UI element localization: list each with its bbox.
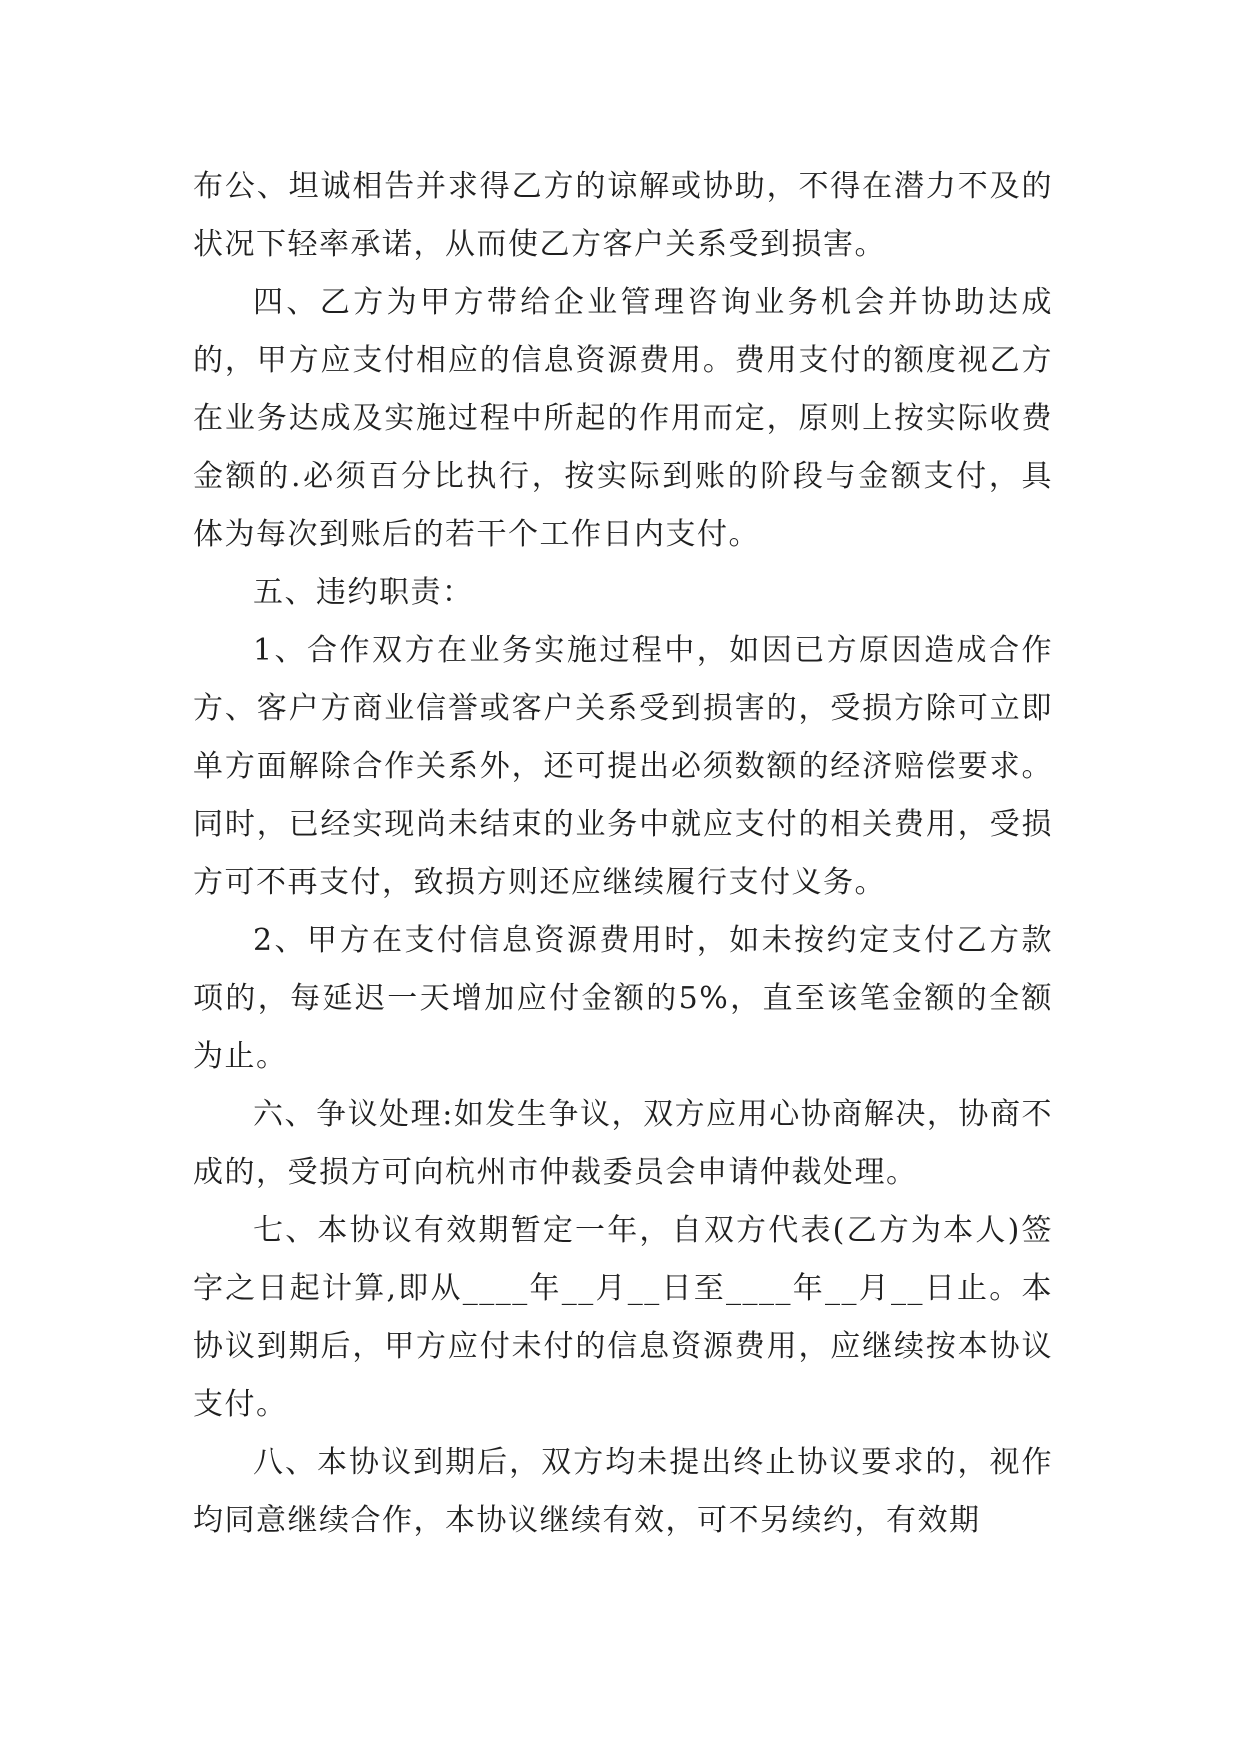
paragraph-clause-7: 七、本协议有效期暂定一年，自双方代表(乙方为本人)签字之日起计算,即从____年__月__日至____年__月__日止。本协议到期后，甲方应付未付的信息资源费用，应继续按本协议支付。 bbox=[193, 1213, 1053, 1422]
paragraph-clause-5-heading: 五、违约职责： bbox=[253, 575, 474, 610]
paragraph-clause-6: 六、争议处理:如发生争议，双方应用心协商解决，协商不成的，受损方可向杭州市仲裁委员会申请仲裁处理。 bbox=[193, 1097, 1053, 1190]
paragraph-clause-5-1: 1、合作双方在业务实施过程中，如因已方原因造成合作方、客户方商业信誉或客户关系受到损害的，受损方除可立即单方面解除合作关系外，还可提出必须数额的经济赔偿要求。同时，已经实现尚未结束的业务中就应支付的相关费用，受损方可不再支付，致损方则还应继续履行支付义务。 bbox=[193, 633, 1053, 900]
paragraph-clause-4: 四、乙方为甲方带给企业管理咨询业务机会并协助达成的，甲方应支付相应的信息资源费用。费用支付的额度视乙方在业务达成及实施过程中所起的作用而定，原则上按实际收费金额的.必须百分比执行，按实际到账的阶段与金额支付，具体为每次到账后的若干个工作日内支付。 bbox=[193, 285, 1053, 552]
document-body bbox=[193, 158, 1053, 1550]
paragraph-continuation: 布公、坦诚相告并求得乙方的谅解或协助，不得在潜力不及的状况下轻率承诺，从而使乙方客户关系受到损害。 bbox=[193, 169, 1053, 262]
paragraph-clause-5-2: 2、甲方在支付信息资源费用时，如未按约定支付乙方款项的，每延迟一天增加应付金额的5%，直至该笔金额的全额为止。 bbox=[193, 923, 1053, 1074]
paragraph-clause-8: 八、本协议到期后，双方均未提出终止协议要求的，视作均同意继续合作，本协议继续有效，可不另续约，有效期 bbox=[193, 1445, 1053, 1538]
